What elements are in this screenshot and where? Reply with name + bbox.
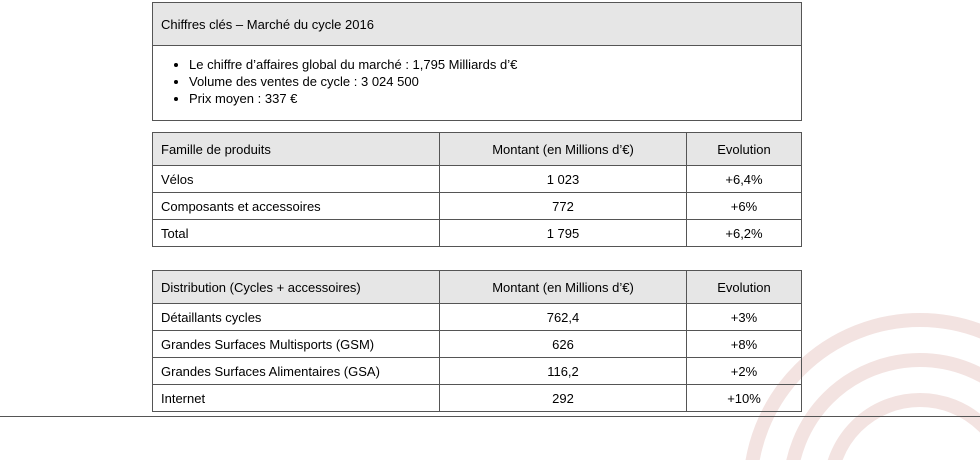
column-header: Famille de produits — [153, 133, 440, 166]
table-cell: +8% — [687, 331, 802, 358]
products-table — [152, 132, 802, 247]
table-cell: +6% — [687, 193, 802, 220]
column-header: Montant (en Millions d’€) — [440, 133, 687, 166]
table-cell: +6,2% — [687, 220, 802, 247]
table-cell: Grandes Surfaces Multisports (GSM) — [153, 331, 440, 358]
table-cell: Total — [153, 220, 440, 247]
key-figures-list — [161, 56, 793, 107]
key-figure-item: • Volume des ventes de cycle : 3 024 500 — [189, 73, 793, 90]
table-row — [153, 304, 802, 331]
table-cell: 772 — [440, 193, 687, 220]
table-header-row — [153, 271, 802, 304]
table-cell: Composants et accessoires — [153, 193, 440, 220]
table-row — [153, 220, 802, 247]
table-row — [153, 331, 802, 358]
table-cell: Grandes Surfaces Alimentaires (GSA) — [153, 358, 440, 385]
table-cell: Vélos — [153, 166, 440, 193]
table-cell: 1 023 — [440, 166, 687, 193]
key-figures-box — [152, 2, 802, 121]
key-figure-item: • Prix moyen : 337 € — [189, 90, 793, 107]
key-figures-list-cell — [153, 46, 802, 121]
table-cell: 292 — [440, 385, 687, 412]
table-cell: Détaillants cycles — [153, 304, 440, 331]
table-header-row — [153, 133, 802, 166]
table-cell: 1 795 — [440, 220, 687, 247]
table-cell: 626 — [440, 331, 687, 358]
table-cell: Internet — [153, 385, 440, 412]
distribution-table — [152, 270, 802, 412]
table-cell: +2% — [687, 358, 802, 385]
table-row — [153, 385, 802, 412]
table-cell: +6,4% — [687, 166, 802, 193]
table-cell: 116,2 — [440, 358, 687, 385]
table-cell: +3% — [687, 304, 802, 331]
key-figure-item: • Le chiffre d’affaires global du marché : 1,795 Milliards d’€ — [189, 56, 793, 73]
column-header: Evolution — [687, 133, 802, 166]
column-header: Montant (en Millions d’€) — [440, 271, 687, 304]
key-figures-title: Chiffres clés – Marché du cycle 2016 — [153, 3, 802, 46]
page-bottom-rule — [0, 416, 980, 417]
table-cell: 762,4 — [440, 304, 687, 331]
table-row — [153, 358, 802, 385]
table-row — [153, 193, 802, 220]
table-row — [153, 166, 802, 193]
column-header: Evolution — [687, 271, 802, 304]
table-cell: +10% — [687, 385, 802, 412]
column-header: Distribution (Cycles + accessoires) — [153, 271, 440, 304]
